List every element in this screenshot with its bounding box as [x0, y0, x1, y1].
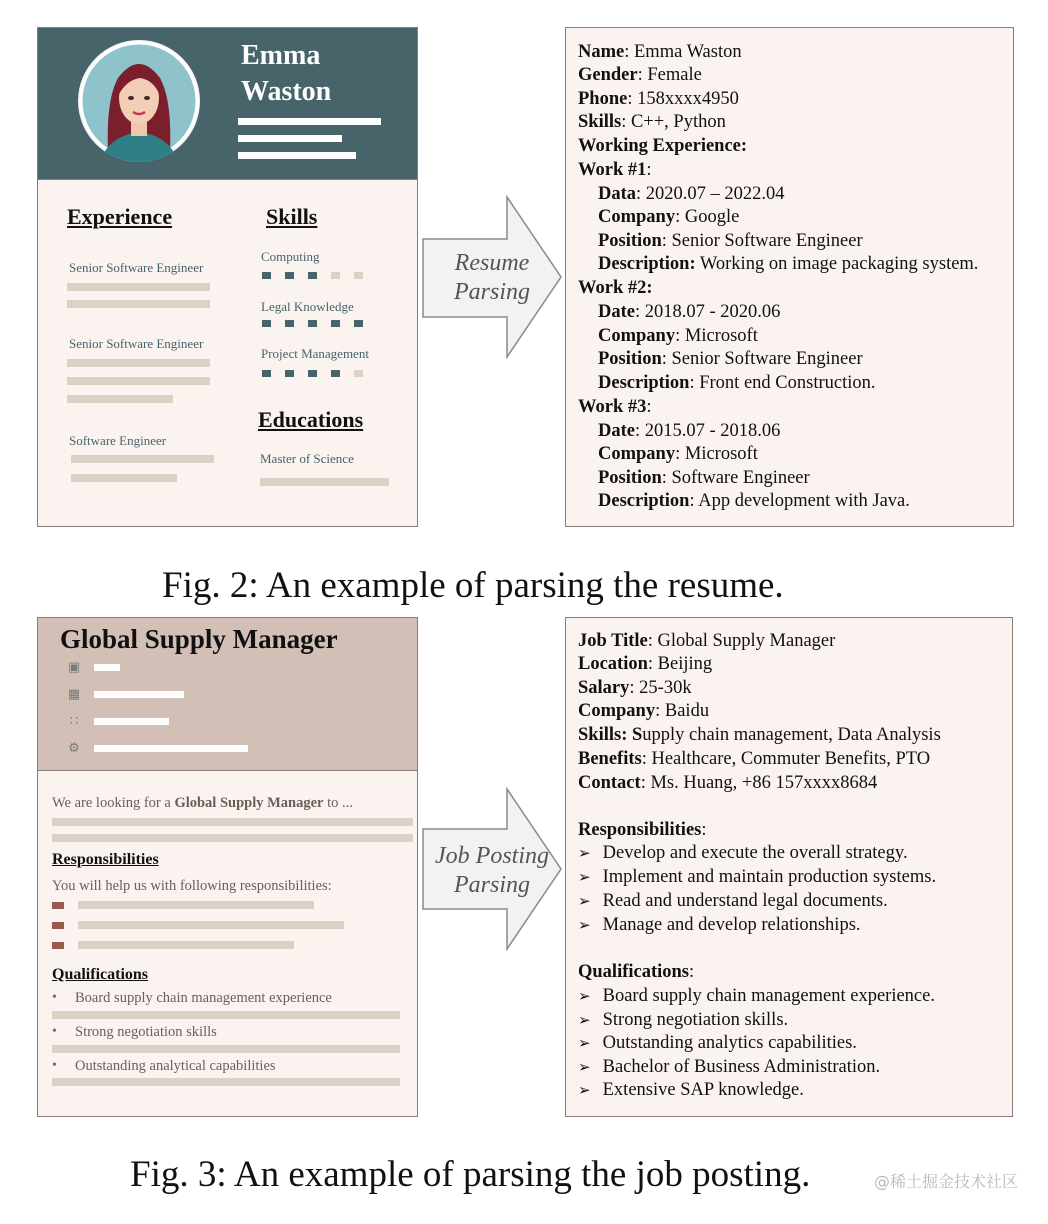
qualifications-heading: Qualifications	[52, 966, 149, 983]
field-label: Work #2:	[578, 278, 653, 298]
parsed-gender	[578, 64, 702, 88]
field-value: : 2018.07 - 2020.06	[634, 302, 781, 322]
arrow-bullet-icon: ➢	[578, 987, 591, 1005]
placeholder-line	[67, 300, 210, 308]
qualification-item: Strong negotiation skills	[75, 1024, 217, 1040]
job-intro	[52, 795, 353, 812]
educations-heading: Educations	[258, 407, 364, 432]
parsed-qualification	[578, 1009, 788, 1033]
field-value: : Beijing	[647, 654, 713, 674]
field-value: : Microsoft	[675, 444, 758, 464]
arrow-label-line: Resume	[454, 250, 530, 276]
field-value: Read and understand legal documents.	[602, 891, 888, 911]
parsed-job-box	[565, 617, 1013, 1117]
field-label: Responsibilities	[578, 820, 702, 840]
parsed-work-position	[598, 230, 863, 254]
skill-level-filled	[285, 370, 294, 377]
responsibilities-intro: You will help us with following responsibilities:	[52, 878, 332, 894]
intro-text: We are looking for a	[52, 795, 175, 811]
field-label: Company	[578, 701, 656, 721]
arrow-label-line: Parsing	[453, 872, 530, 898]
woman-avatar-icon	[78, 40, 200, 162]
parsed-qualification	[578, 1032, 857, 1056]
field-label: Benefits	[578, 749, 642, 769]
parsed-responsibility	[578, 890, 888, 914]
experience-heading: Experience	[67, 204, 173, 229]
field-value: Bachelor of Business Administration.	[602, 1057, 881, 1077]
gear-icon: ⚙	[68, 740, 80, 755]
field-value: : Microsoft	[675, 326, 758, 346]
arrow-bullet-icon: ➢	[578, 1011, 591, 1029]
field-label: Contact	[578, 773, 641, 793]
bullet-marker	[52, 922, 64, 929]
field-value: : Front end Construction.	[689, 373, 876, 393]
placeholder-line	[52, 834, 413, 842]
parsed-skills	[578, 111, 726, 135]
parsed-work-company	[598, 325, 758, 349]
field-label: Phone	[578, 89, 628, 109]
qualification-item: Outstanding analytical capabilities	[75, 1058, 276, 1074]
field-value: : Senior Software Engineer	[661, 349, 863, 369]
responsibilities-heading: Responsibilities	[52, 851, 159, 868]
parsed-job-skills	[578, 724, 941, 748]
last-name: Waston	[241, 76, 332, 107]
field-value: : Ms. Huang, +86 157xxxx8684	[640, 773, 878, 793]
placeholder-line	[260, 478, 389, 486]
parsed-responsibility	[578, 866, 936, 890]
skill-level-filled	[331, 370, 340, 377]
skill-level-filled	[308, 370, 317, 377]
field-value: : Google	[675, 207, 740, 227]
parsed-work-description	[598, 490, 910, 514]
skill-level-empty	[331, 272, 340, 279]
placeholder-line	[52, 1045, 400, 1053]
parsed-company	[578, 700, 709, 724]
skill-name: Computing	[261, 249, 320, 264]
intro-bold: Global Supply Manager	[174, 795, 324, 811]
field-value: Extensive SAP knowledge.	[602, 1080, 804, 1100]
arrow-bullet-icon: ➢	[578, 1058, 591, 1076]
field-value: upply chain management, Data Analysis	[642, 725, 941, 745]
bullet-dot: •	[52, 1058, 57, 1073]
field-label: Gender	[578, 65, 638, 85]
field-label: Salary	[578, 678, 630, 698]
field-value: : Healthcare, Commuter Benefits, PTO	[641, 749, 931, 769]
field-value: Strong negotiation skills.	[602, 1010, 789, 1030]
experience-item: Software Engineer	[69, 433, 167, 448]
header-line	[238, 152, 356, 159]
skills-heading: Skills	[266, 204, 318, 229]
field-label: Description	[598, 373, 690, 393]
field-value: : C++, Python	[621, 112, 726, 132]
field-value: : Senior Software Engineer	[661, 231, 863, 251]
header-line	[94, 745, 248, 752]
placeholder-line	[78, 941, 294, 949]
bullet-dot: •	[52, 990, 57, 1005]
placeholder-line	[52, 1011, 400, 1019]
parsed-work-description	[598, 372, 876, 396]
placeholder-line	[71, 474, 177, 482]
job-header	[38, 618, 417, 771]
field-label: Job Title	[578, 631, 648, 651]
parsed-work-company	[598, 443, 758, 467]
parsed-salary	[578, 677, 692, 701]
field-label: Company	[598, 444, 676, 464]
bullet-dot: •	[52, 1024, 57, 1039]
watermark: @稀土掘金技术社区	[873, 1172, 1018, 1191]
qualification-item: Board supply chain management experience	[75, 990, 332, 1006]
resume-header	[38, 28, 417, 180]
skill-level-filled	[331, 320, 340, 327]
parsed-working-heading	[578, 135, 747, 159]
parsed-location	[578, 653, 712, 677]
parsed-responsibility	[578, 842, 908, 866]
header-line	[238, 118, 381, 125]
field-label: Position	[598, 349, 662, 369]
field-value: : 2020.07 – 2022.04	[636, 184, 785, 204]
field-label: Data	[598, 184, 637, 204]
parsed-responsibilities-heading: Responsibilities:	[578, 820, 707, 840]
field-label: Description:	[598, 254, 696, 274]
arrow-label-line: Parsing	[453, 279, 530, 305]
parsed-work-heading: Work #1:	[578, 160, 652, 180]
parsed-qualification	[578, 1056, 880, 1080]
arrow-bullet-icon: ➢	[578, 916, 591, 934]
group-icon: ∷	[69, 713, 79, 728]
arrow-label-line: Job Posting	[435, 843, 549, 869]
field-value: : 2015.07 - 2018.06	[634, 421, 781, 441]
parsed-work-company	[598, 206, 739, 230]
skill-level-meter	[262, 370, 382, 378]
experience-item: Senior Software Engineer	[69, 260, 204, 275]
placeholder-line	[78, 921, 344, 929]
field-value: : Female	[637, 65, 702, 85]
field-value: Implement and maintain production systems.	[602, 867, 937, 887]
parsed-qualification	[578, 1079, 804, 1103]
field-value: : Baidu	[655, 701, 710, 721]
parsed-work-description	[598, 253, 978, 277]
parsed-work-heading: Work #3:	[578, 397, 652, 417]
parsed-work-position	[598, 348, 863, 372]
header-line	[94, 718, 169, 725]
parsed-qualifications-heading: Qualifications:	[578, 962, 695, 982]
field-value: : 25-30k	[629, 678, 692, 698]
header-line	[238, 135, 342, 142]
skill-level-filled	[262, 272, 271, 279]
skill-level-empty	[354, 370, 363, 377]
intro-text: to ...	[323, 795, 353, 811]
arrow-bullet-icon: ➢	[578, 868, 591, 886]
placeholder-line	[67, 359, 210, 367]
job-title: Global Supply Manager	[60, 624, 338, 654]
field-value: Working on image packaging system.	[695, 254, 979, 274]
placeholder-line	[67, 395, 173, 403]
first-name: Emma	[241, 40, 321, 71]
figure-2-caption: Fig. 2: An example of parsing the resume.	[162, 565, 784, 606]
parsed-contact	[578, 772, 877, 796]
parsed-work-date	[598, 420, 780, 444]
parsed-name	[578, 41, 742, 65]
avatar	[78, 40, 200, 162]
field-label: Company	[598, 207, 676, 227]
field-label: Skills	[578, 112, 622, 132]
arrow-bullet-icon: ➢	[578, 892, 591, 910]
arrow-bullet-icon: ➢	[578, 1034, 591, 1052]
field-value: : 158xxxx4950	[627, 89, 739, 109]
parsed-work-position	[598, 467, 810, 491]
skill-level-filled	[354, 320, 363, 327]
building-icon: ▦	[67, 686, 81, 701]
field-label: Date	[598, 302, 635, 322]
field-label: Working Experience:	[578, 136, 748, 156]
field-label: Company	[598, 326, 676, 346]
experience-item: Senior Software Engineer	[69, 336, 204, 351]
field-label: Date	[598, 421, 635, 441]
job-parsing-label	[422, 842, 562, 900]
resume-card	[37, 27, 418, 527]
skill-name: Project Management	[261, 346, 369, 361]
skill-name: Legal Knowledge	[261, 299, 354, 314]
arrow-bullet-icon: ➢	[578, 844, 591, 862]
header-line	[94, 691, 184, 698]
field-label: Skills: S	[578, 725, 643, 745]
arrow-bullet-icon: ➢	[578, 1081, 591, 1099]
placeholder-line	[78, 901, 314, 909]
field-value: : Emma Waston	[624, 42, 742, 62]
field-value: Manage and develop relationships.	[602, 915, 861, 935]
parsed-resume-box	[565, 27, 1014, 527]
field-value: : App development with Java.	[689, 491, 910, 511]
parsed-qualification	[578, 985, 935, 1009]
skill-level-empty	[354, 272, 363, 279]
skill-level-filled	[285, 320, 294, 327]
field-value: : Global Supply Manager	[647, 631, 836, 651]
skill-level-meter	[262, 272, 382, 280]
bullet-marker	[52, 942, 64, 949]
parsed-benefits	[578, 748, 930, 772]
skill-level-filled	[308, 320, 317, 327]
parsed-responsibility	[578, 914, 861, 938]
placeholder-line	[71, 455, 214, 463]
placeholder-line	[67, 283, 210, 291]
field-label: Location	[578, 654, 648, 674]
field-value: Outstanding analytics capabilities.	[602, 1033, 857, 1053]
parsed-work-heading	[578, 277, 653, 301]
field-label: Name	[578, 42, 625, 62]
field-label: Position	[598, 468, 662, 488]
field-value: Develop and execute the overall strategy.	[602, 843, 908, 863]
education-item: Master of Science	[260, 451, 354, 466]
parsed-phone	[578, 88, 739, 112]
skill-level-filled	[285, 272, 294, 279]
field-label: Work #1	[578, 160, 647, 180]
field-label: Position	[598, 231, 662, 251]
parsed-work-date	[598, 301, 780, 325]
header-line	[94, 664, 120, 671]
briefcase-icon: ▣	[67, 659, 81, 674]
parsed-work-date	[598, 183, 785, 207]
skill-level-filled	[262, 320, 271, 327]
field-label: Qualifications	[578, 962, 690, 982]
parsed-job-title	[578, 630, 835, 654]
skill-level-filled	[308, 272, 317, 279]
skill-level-meter	[262, 320, 382, 328]
placeholder-line	[52, 818, 413, 826]
field-value: Board supply chain management experience.	[602, 986, 935, 1006]
bullet-marker	[52, 902, 64, 909]
field-value: : Software Engineer	[661, 468, 810, 488]
placeholder-line	[52, 1078, 400, 1086]
skill-level-filled	[262, 370, 271, 377]
field-label: Description	[598, 491, 690, 511]
figure-3-caption: Fig. 3: An example of parsing the job posting.	[130, 1154, 811, 1195]
resume-parsing-label	[426, 249, 558, 307]
job-posting-card	[37, 617, 418, 1117]
placeholder-line	[67, 377, 210, 385]
field-label: Work #3	[578, 397, 647, 417]
